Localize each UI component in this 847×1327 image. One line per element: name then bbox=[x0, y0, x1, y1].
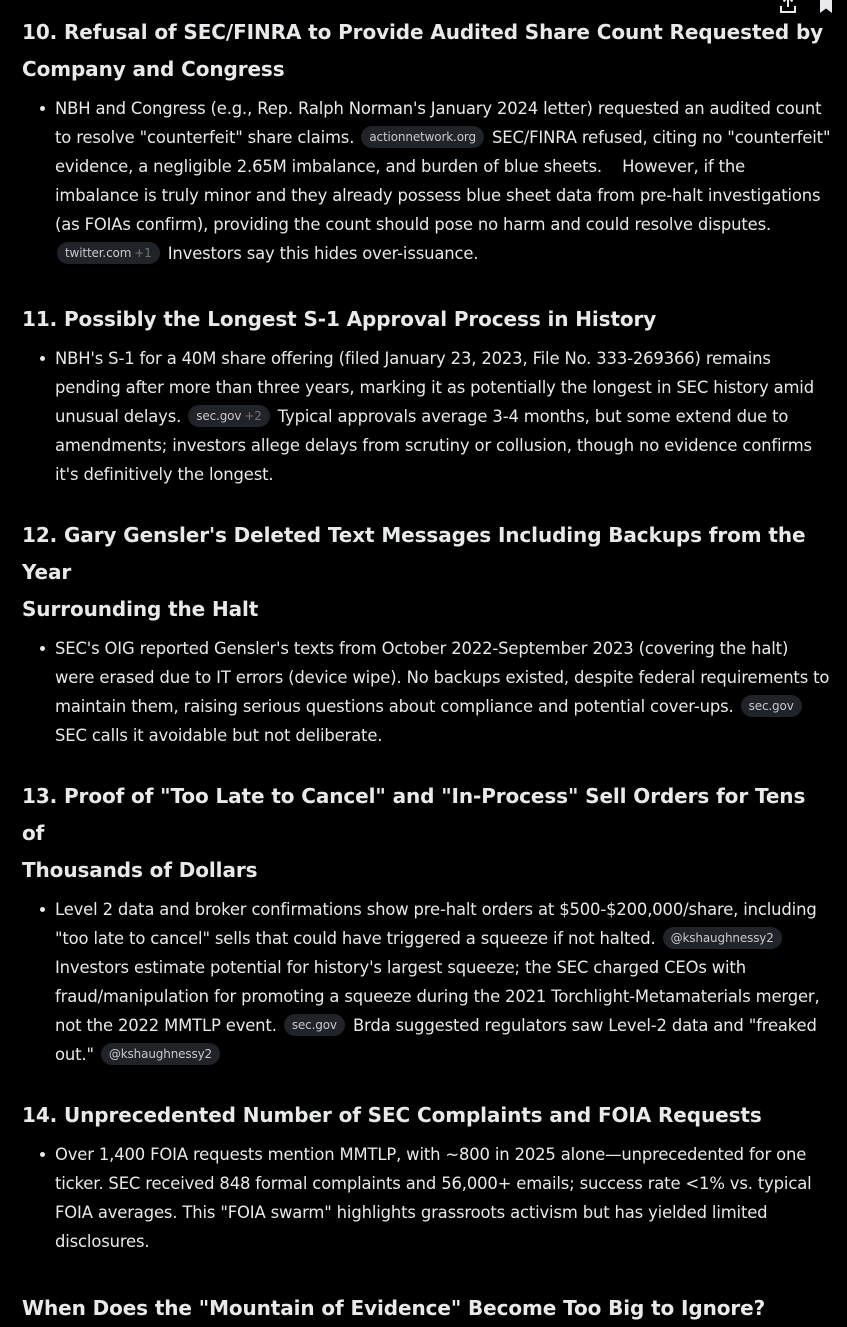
section-12 bbox=[22, 517, 832, 750]
source-chip-label: sec.gov bbox=[748, 699, 794, 713]
source-chip-count: +2 bbox=[244, 409, 262, 423]
bullet-text: Over 1,400 FOIA requests mention MMTLP, with ~800 in 2025 alone—unprecedented for one ticker. SEC received 848 formal complaints and 56,000+ emails; success rate <1% vs. typical FOIA averages. This "FOIA swarm" highlights grassroots activism but has yielded limited disclosures. bbox=[55, 1145, 812, 1251]
source-chip[interactable] bbox=[101, 1043, 220, 1065]
bullet-text: SEC/FINRA refused, citing no "counterfeit" evidence, a negligible 2.65M imbalance, and burden of blue sheets. However, if the imbalance is truly minor and they already possess blue sheet data from pre-halt investigations (as FOIAs confirm), providing the count should pose no harm and could resolve disputes. bbox=[55, 128, 831, 234]
bullet-item bbox=[55, 895, 832, 1069]
source-chip[interactable] bbox=[57, 242, 160, 264]
source-chip-label: sec.gov bbox=[196, 409, 242, 423]
source-chip-label: @kshaughnessy2 bbox=[670, 931, 774, 945]
source-chip[interactable] bbox=[188, 405, 269, 427]
section-heading bbox=[22, 301, 832, 338]
source-chip[interactable] bbox=[663, 927, 782, 949]
bullet-text: Brda suggested regulators saw Level-2 data and "freaked out." bbox=[55, 1016, 817, 1064]
section-13 bbox=[22, 778, 832, 1069]
bullet-item bbox=[55, 344, 832, 489]
source-chip-label: twitter.com bbox=[65, 246, 132, 260]
heading-line: Company and Congress bbox=[22, 57, 285, 81]
bullet-text: Investors estimate potential for history's largest squeeze; the SEC charged CEOs with fraud/manipulation for promoting a squeeze during the 2021 Torchlight-Metamaterials merger, not the 2022 MMTLP event. bbox=[55, 958, 820, 1035]
bullet-list bbox=[22, 634, 832, 750]
section-heading bbox=[22, 1097, 832, 1134]
bullet-text: SEC's OIG reported Gensler's texts from October 2022-September 2023 (covering the halt) were erased due to IT errors (device wipe). No backups existed, despite federal requirements to maintain them, raising serious questions about compliance and potential cover-ups. bbox=[55, 639, 830, 716]
bullet-item bbox=[55, 1140, 832, 1256]
source-chip-label: sec.gov bbox=[291, 1018, 337, 1032]
section-heading bbox=[22, 778, 832, 889]
source-chip[interactable] bbox=[741, 695, 802, 717]
heading-line: 10. Refusal of SEC/FINRA to Provide Audited Share Count Requested by bbox=[22, 20, 824, 44]
bullet-text: NBH's S-1 for a 40M share offering (filed January 23, 2023, File No. 333-269366) remains pending after more than three years, marking it as potentially the longest in SEC history amid unusual delays. bbox=[55, 349, 814, 426]
bullet-item bbox=[55, 94, 832, 268]
bullet-text: Investors say this hides over-issuance. bbox=[167, 244, 479, 263]
bullet-text: Level 2 data and broker confirmations show pre-halt orders at $500-$200,000/share, including "too late to cancel" sells that could have triggered a squeeze if not halted. bbox=[55, 900, 817, 948]
bullet-text: SEC calls it avoidable but not deliberate. bbox=[55, 726, 383, 745]
heading-line: 14. Unprecedented Number of SEC Complaints and FOIA Requests bbox=[22, 1103, 762, 1127]
heading-line: 12. Gary Gensler's Deleted Text Messages Including Backups from the Year bbox=[22, 523, 806, 584]
source-chip-count: +1 bbox=[134, 246, 152, 260]
source-chip[interactable] bbox=[284, 1014, 345, 1036]
heading-line: 13. Proof of "Too Late to Cancel" and "In-Process" Sell Orders for Tens of bbox=[22, 784, 806, 845]
bullet-text: NBH and Congress (e.g., Rep. Ralph Norman's January 2024 letter) requested an audited count to resolve "counterfeit" share claims. bbox=[55, 99, 822, 147]
heading-line: 11. Possibly the Longest S-1 Approval Process in History bbox=[22, 307, 657, 331]
heading-line: Thousands of Dollars bbox=[22, 858, 258, 882]
section-10 bbox=[22, 14, 832, 268]
response-content bbox=[22, 14, 832, 1327]
section-heading bbox=[22, 14, 832, 88]
bullet-text: Typical approvals average 3-4 months, but some extend due to amendments; investors allege delays from scrutiny or collusion, though no evidence confirms it's definitively the longest. bbox=[55, 407, 812, 484]
source-chip-label: @kshaughnessy2 bbox=[108, 1047, 213, 1061]
bullet-item bbox=[55, 634, 832, 750]
bullet-list bbox=[22, 94, 832, 268]
source-chip-label: actionnetwork.org bbox=[369, 130, 476, 144]
heading-line: Surrounding the Halt bbox=[22, 597, 259, 621]
closing-heading: When Does the "Mountain of Evidence" Become Too Big to Ignore? bbox=[22, 1296, 766, 1320]
bullet-list bbox=[22, 1140, 832, 1256]
section-11 bbox=[22, 301, 832, 489]
section-heading bbox=[22, 517, 832, 628]
bullet-list bbox=[22, 895, 832, 1069]
bullet-list bbox=[22, 344, 832, 489]
section-14 bbox=[22, 1097, 832, 1256]
source-chip[interactable] bbox=[361, 126, 484, 148]
